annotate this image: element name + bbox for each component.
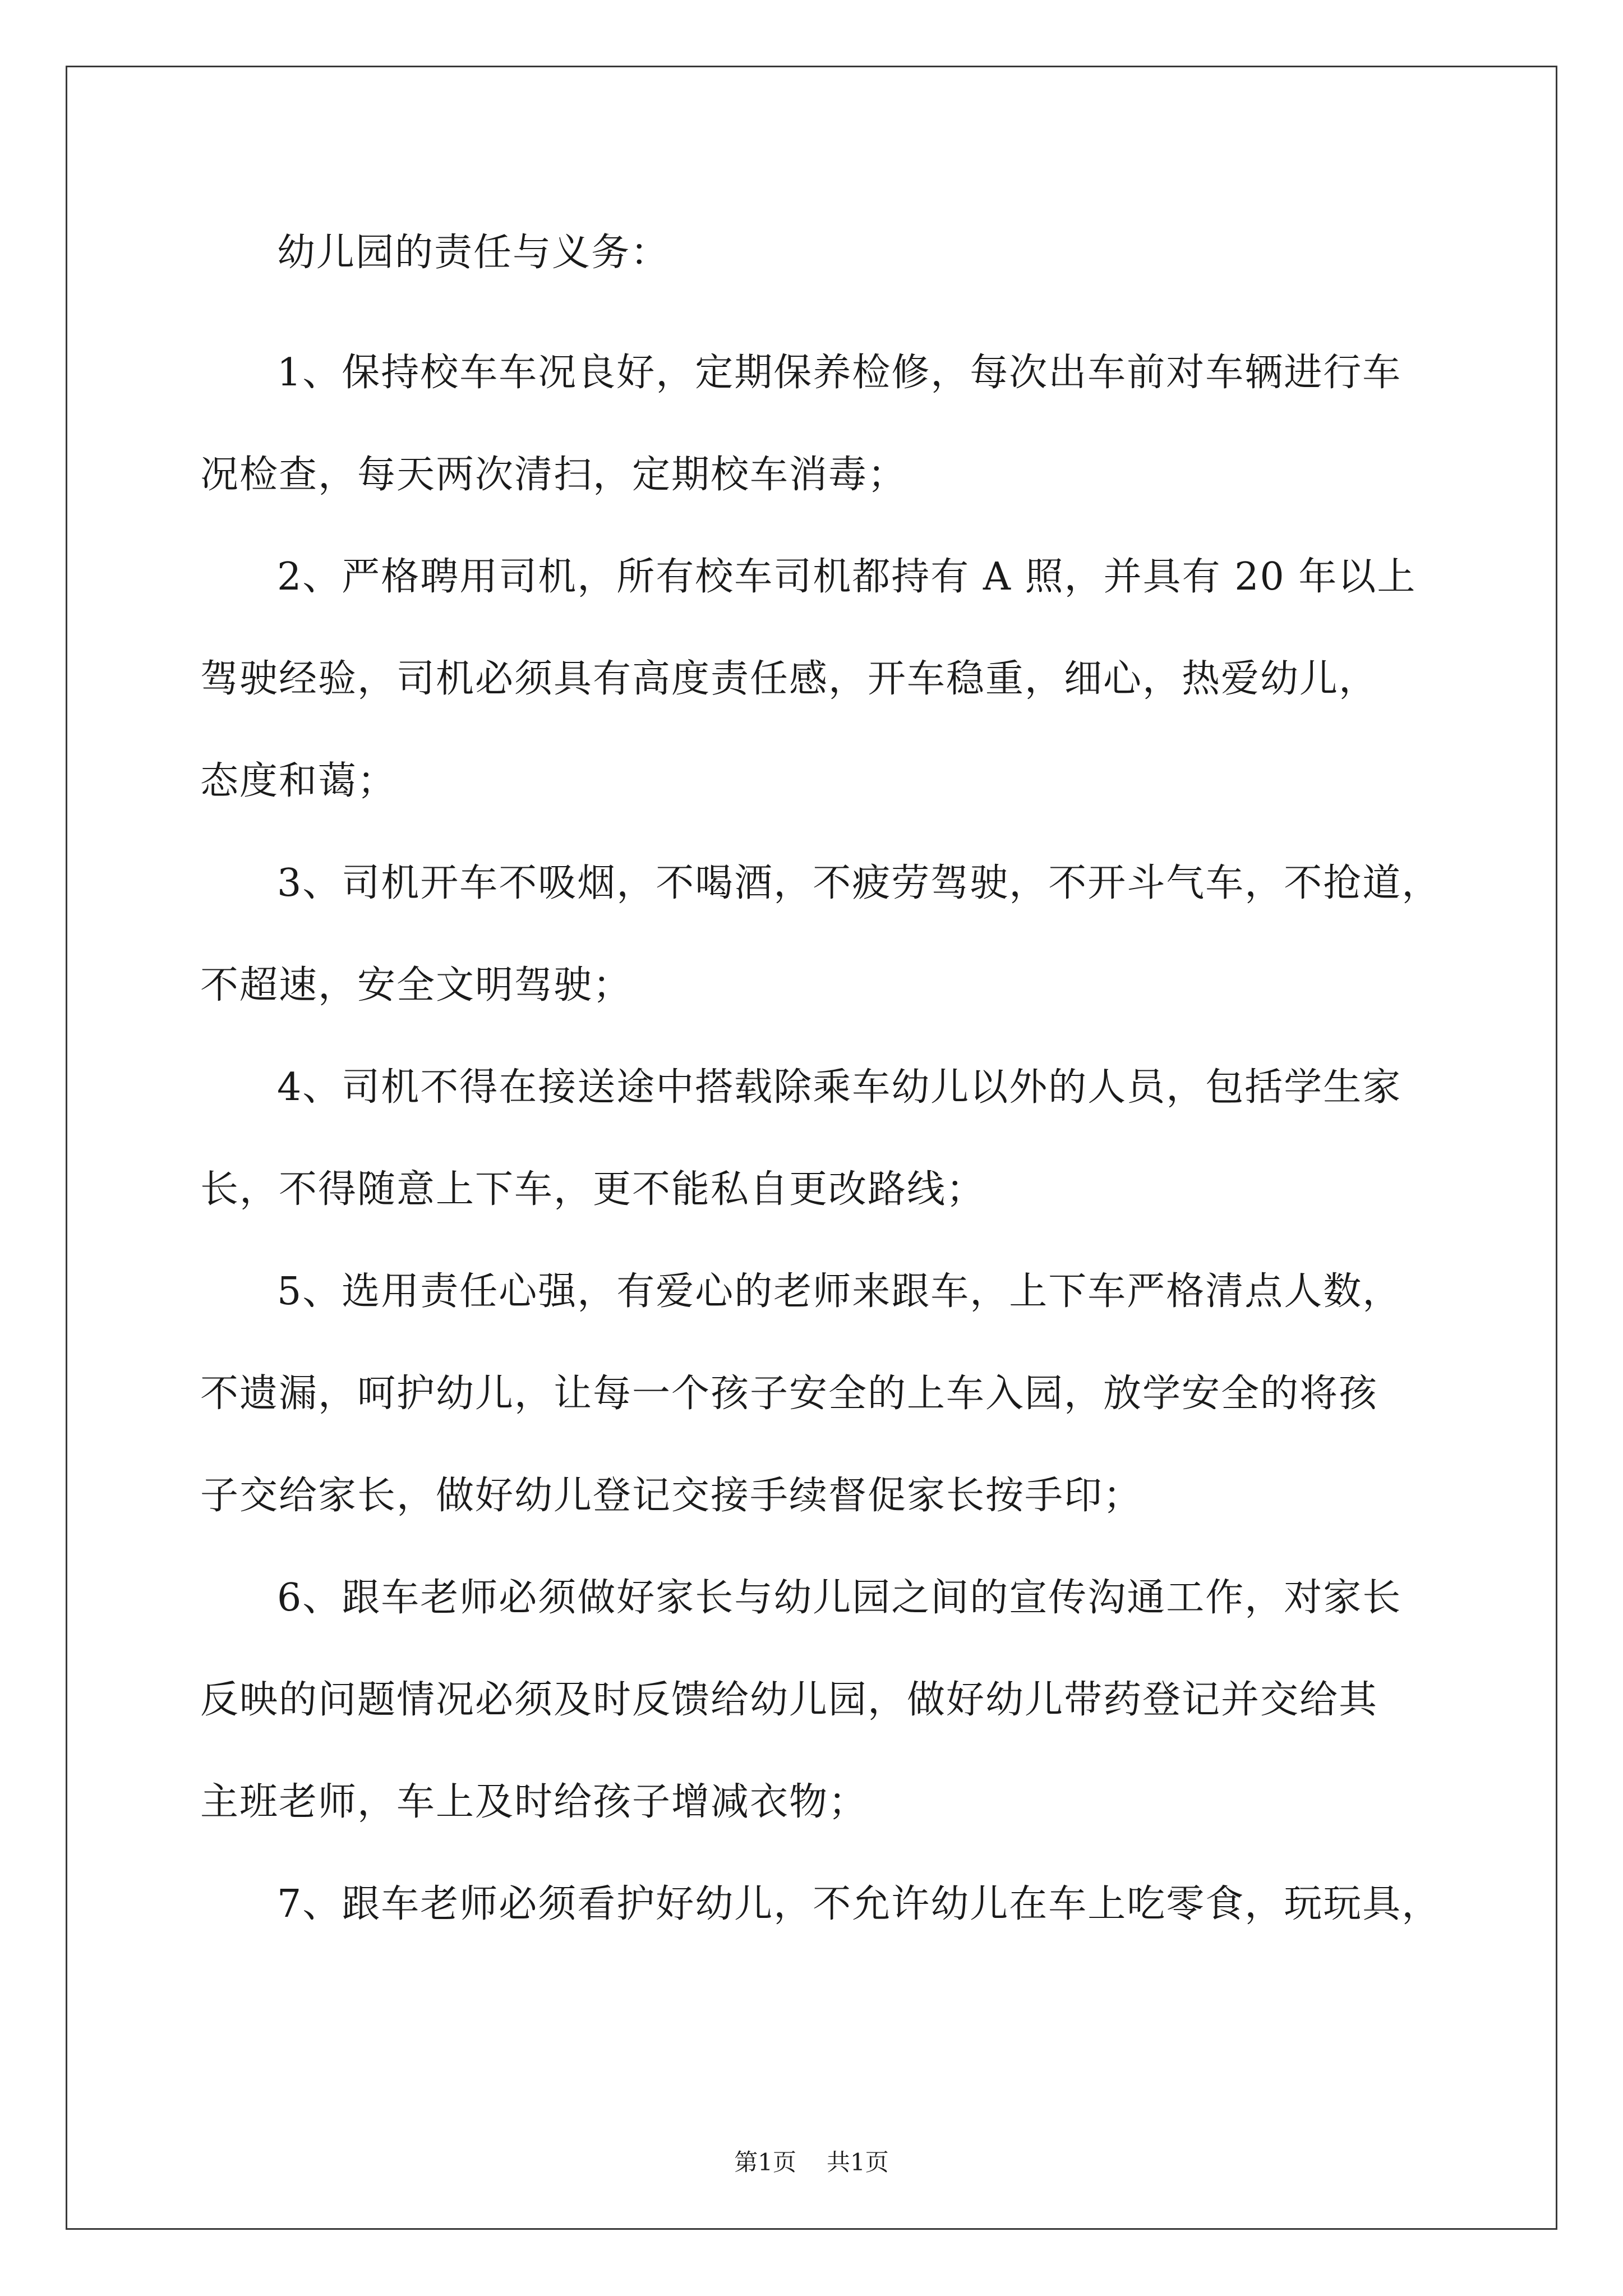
text-line: 不遗漏，呵护幼儿，让每一个孩子安全的上车入园，放学安全的将孩 [200,1372,1378,1416]
text-line: 5、选用责任心强，有爱心的老师来跟车，上下车严格清点人数， [277,1269,1402,1314]
spacer [200,304,1440,322]
text-line: 6、跟车老师必须做好家长与幼儿园之间的宣传沟通工作，对家长 [277,1576,1402,1620]
text-line: 主班老师，车上及时给孩子增减衣物； [200,1780,868,1824]
text-line: 1、保持校车车况良好，定期保养检修，每次出车前对车辆进行车 [277,351,1402,395]
text-line: 3、司机开车不吸烟，不喝酒，不疲劳驾驶，不开斗气车，不抢道， [277,861,1441,905]
text-line: 子交给家长，做好幼儿登记交接手续督促家长按手印； [200,1474,1143,1518]
page-number: 第1页 [734,2148,796,2176]
text-line: 不超速，安全文明驾驶； [200,963,633,1007]
text-line: 反映的问题情况必须及时反馈给幼儿园，做好幼儿带药登记并交给其 [200,1678,1378,1722]
text-line: 7、跟车老师必须看护好幼儿，不允许幼儿在车上吃零食，玩玩具， [277,1882,1441,1926]
text-line: 况检查，每天两次清扫，定期校车消毒； [200,453,907,497]
text-line: 4、司机不得在接送途中搭载除乘车幼儿以外的人员，包括学生家 [277,1065,1402,1110]
page-total: 共1页 [827,2148,889,2176]
text-line: 长，不得随意上下车，更不能私自更改路线； [200,1167,986,1212]
text-line: 2、严格聘用司机，所有校车司机都持有 A 照，并具有 20 年以上 [277,555,1417,599]
text-line: 态度和蔼； [200,759,397,803]
page-footer [0,2146,1623,2179]
text-line: 驾驶经验，司机必须具有高度责任感，开车稳重，细心，热爱幼儿， [200,657,1378,701]
document-body [200,202,1440,1955]
heading-line: 幼儿园的责任与义务： [277,231,670,275]
